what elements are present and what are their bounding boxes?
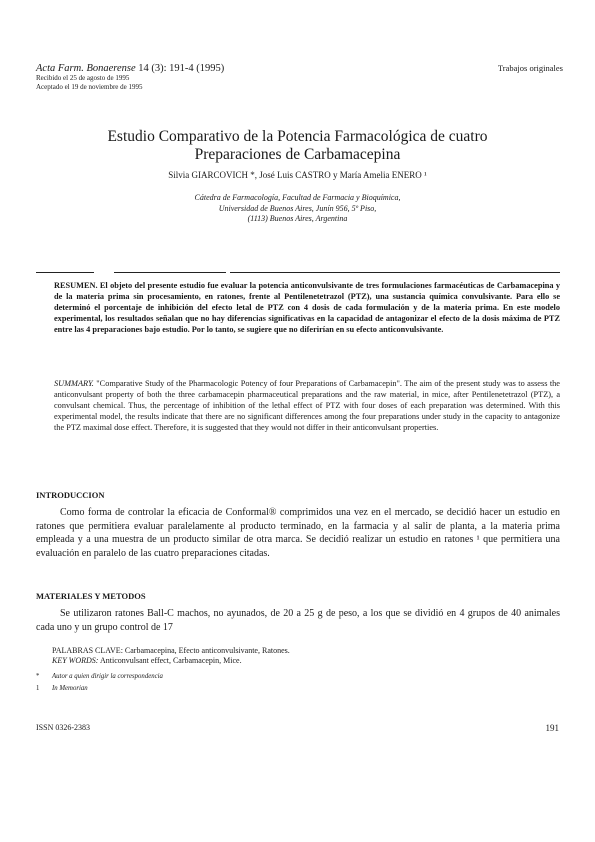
- keywords-en-text: Anticonvulsant effect, Carbamacepin, Mice.: [98, 656, 242, 665]
- divider-rule: [230, 272, 560, 273]
- footnote-memoriam: [36, 685, 88, 692]
- section-heading-introduccion: INTRODUCCION: [36, 490, 105, 500]
- divider-rule: [114, 272, 226, 273]
- received-date: Recibido el 25 de agosto de 1995: [36, 74, 130, 82]
- materiales-paragraph: Se utilizaron ratones Ball-C machos, no ayunados, de 20 a 25 g de peso, a los que se dividió en 4 grupos de 40 animales cada uno y un grupo control de 17: [36, 608, 560, 633]
- keywords-es-label: PALABRAS CLAVE:: [52, 646, 123, 655]
- title-line-1: Estudio Comparativo de la Potencia Farmacológica de cuatro: [107, 128, 488, 145]
- footnote-corresponding: [36, 673, 163, 680]
- article-dates: [36, 74, 143, 91]
- abstract-spanish: RESUMEN. El objeto del presente estudio fue evaluar la potencia anticonvulsivante de tres formulaciones farmacéuticas de Carbamacepina y de la materia prima sin procesamiento, en ratones, frente al Pentilenetetrazol (PTZ), una sustancia química convulsivante. Para ello se determinó el porcentaje de inhibición del efecto letal de PTZ con 4 dosis de cada formulación y de la materia prima. En este modelo experimental, los resultados señalan que no hay diferencias significativas en la capacidad de antagonizar el efecto de la dosis máxima de PTZ entre las 4 preparaciones bajo estudio. Por lo tanto, se sugiere que no diferirían en su efecto anticonvulsivante.: [54, 281, 560, 334]
- introduccion-paragraph: Como forma de controlar la eficacia de Conformal® comprimidos una vez en el mercado, se decidió hacer un estudio en ratones que permitiera evaluar paralelamente al producto terminado, en la farmacia y al salir de planta, a la materia prima empleada y a una muestra de un producto similar de otra marca. Se decidió realizar un estudio en ratones ¹ que permitiera una evaluación en paralelo de las cuatro preparaciones citadas.: [36, 507, 560, 559]
- footnote-mark: 1: [36, 685, 40, 692]
- section-label: Trabajos originales: [497, 63, 563, 73]
- keywords-en-label: KEY WORDS:: [52, 656, 99, 665]
- affiliation-line-3: (1113) Buenos Aires, Argentina: [247, 214, 348, 223]
- author-list: Silvia GIARCOVICH *, José Luis CASTRO y María Amelia ENERO ¹: [168, 170, 427, 180]
- keywords-english: [52, 656, 290, 666]
- title-line-2: Preparaciones de Carbamacepina: [194, 146, 401, 163]
- divider-rule: [36, 272, 94, 273]
- journal-citation: [36, 63, 224, 74]
- accepted-date: Aceptado el 19 de noviembre de 1995: [36, 82, 143, 91]
- affiliation-line-1: Cátedra de Farmacología, Facultad de Farmacia y Bioquímica,: [194, 193, 401, 202]
- abstract-english: [54, 378, 560, 433]
- summary-label: SUMMARY.: [54, 379, 94, 388]
- summary-text: "Comparative Study of the Pharmacologic Potency of four Preparations of Carbamacepin". The aim of the present study was to assess the anticonvulsant property of both the three carbamacepin pharmaceutical preparations and the raw material, in mice, after Pentilenetetrazol (PTZ), a convulsant chemical. Thus, the percentage of inhibition of the lethal effect of PTZ with four doses of each preparation was determined. With this experimental model, the results indicate that there are no significant differences among the four preparations under study in the capacity to antagonize the PTZ maximal dose effect. Therefore, it is suggested that they would not differ in their anticonvulsant properties.: [54, 379, 560, 432]
- footnote-text: Autor a quien dirigir la correspondencia: [52, 673, 163, 680]
- article-title: [0, 128, 595, 164]
- affiliation-line-2: Universidad de Buenos Aires, Junín 956, 5º Piso,: [218, 203, 377, 213]
- page-number: 191: [545, 723, 559, 733]
- footnote-mark: *: [36, 673, 40, 680]
- journal-name: Acta Farm. Bonaerense: [36, 63, 136, 74]
- section-heading-materiales: MATERIALES Y METODOS: [36, 591, 146, 601]
- keywords-spanish: [52, 646, 290, 656]
- author-affiliation: [0, 193, 595, 225]
- keywords-es-text: Carbamacepina, Efecto anticonvulsivante, Ratones.: [122, 646, 290, 655]
- footnote-text: In Memorian: [52, 685, 88, 692]
- issn-number: ISSN 0326-2383: [36, 723, 91, 732]
- journal-reference: 14 (3): 191-4 (1995): [135, 63, 225, 74]
- keywords-block: [52, 646, 290, 666]
